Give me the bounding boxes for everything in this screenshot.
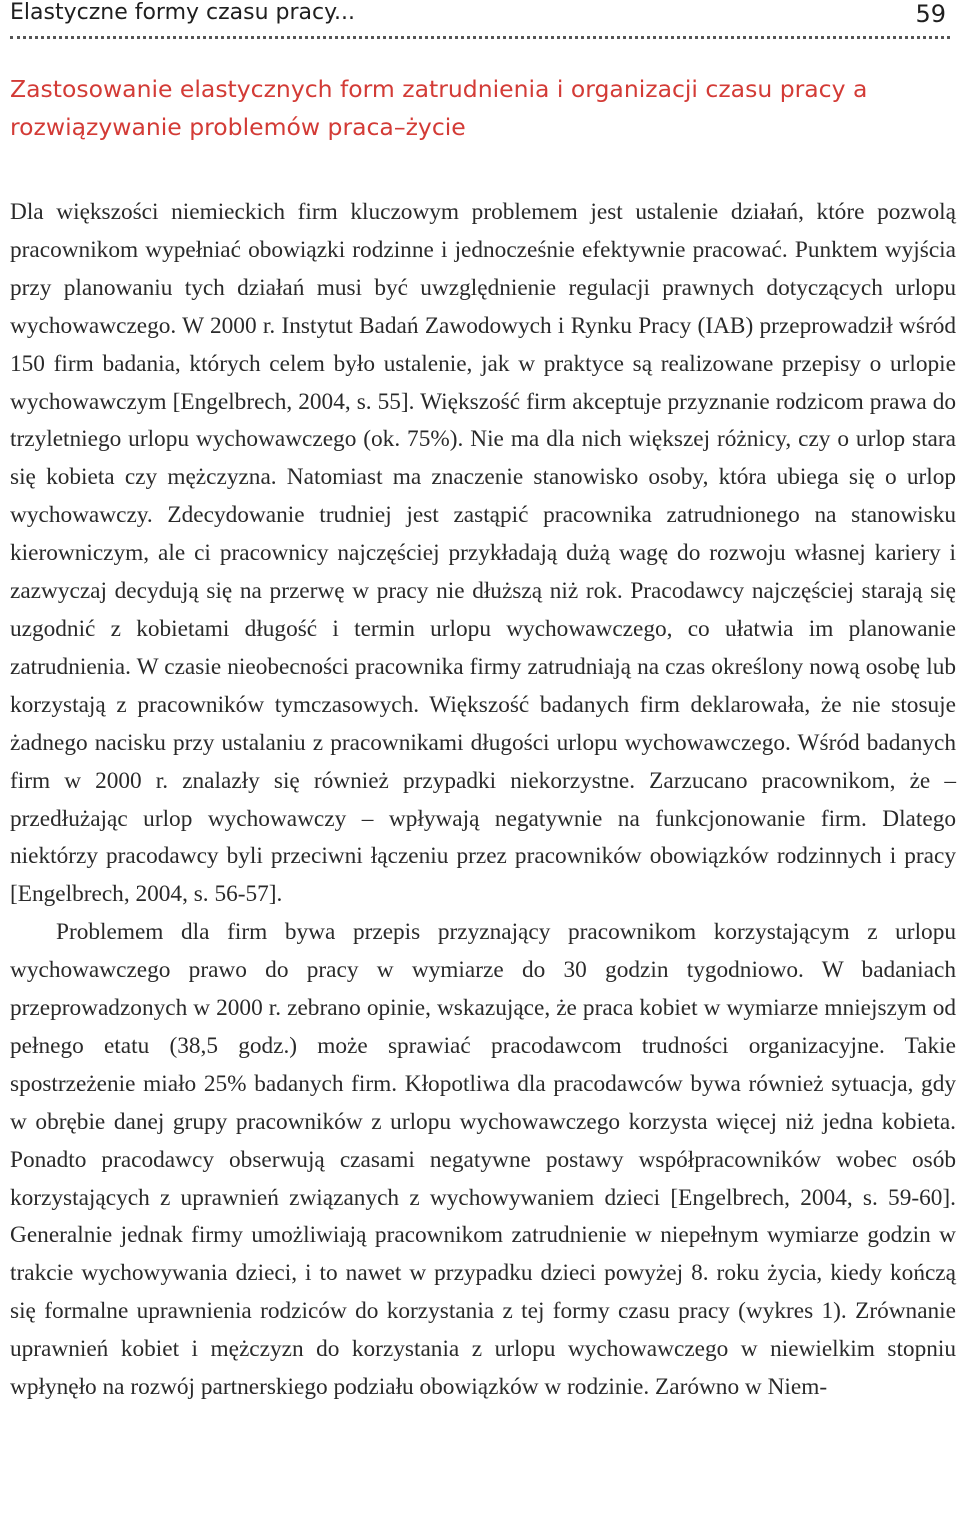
page-number: 59: [915, 0, 946, 28]
running-title: Elastyczne formy czasu pracy...: [10, 0, 355, 25]
header-divider: [10, 36, 950, 39]
page-header: [10, 0, 950, 32]
paragraph-1: Dla większości niemieckich firm kluczowym problemem jest ustalenie działań, które pozwolą pracownikom wypełniać obowiązki rodzinne i jednocześnie efektywnie pracować. Punktem wyjścia przy planowaniu tych działań musi być uwzględnienie regulacji prawnych dotyczących urlopu wychowawczego. W 2000 r. Instytut Badań Zawodowych i Rynku Pracy (IAB) przeprowadził wśród 150 firm badania, których celem było ustalenie, jak w praktyce są realizowane przepisy o urlopie wychowawczym [Engelbrech, 2004, s. 55]. Większość firm akceptuje przyznanie rodzicom prawa do trzyletniego urlopu wychowawczego (ok. 75%). Nie ma dla nich większej różnicy, czy o urlop stara się kobieta czy mężczyzna. Natomiast ma znaczenie stanowisko osoby, która ubiega się o urlop wychowawczy. Zdecydowanie trudniej jest zastąpić pracownika zatrudnionego na stanowisku kierowniczym, ale ci pracownicy najczęściej przykładają dużą wagę do rozwoju własnej kariery i zazwyczaj decydują się na przerwę w pracy nie dłuższą niż rok. Pracodawcy najczęściej starają się uzgodnić z kobietami długość i termin urlopu wychowawczego, co ułatwia im planowanie zatrudnienia. W czasie nieobecności pracownika firmy zatrudniają na czas określony nową osobę lub korzystają z pracowników tymczasowych. Większość badanych firm deklarowała, że nie stosuje żadnego nacisku przy ustalaniu z pracownikami długości urlopu wychowawczego. Wśród badanych firm w 2000 r. znalazły się również przypadki niekorzystne. Zarzucano pracownikom, że – przedłużając urlop wychowawczy – wpływają negatywnie na funkcjonowanie firm. Dlatego niektórzy pracodawcy byli przeciwni łączeniu przez pracowników obowiązków rodzinnych i pracy [Engelbrech, 2004, s. 56-57].: [10, 199, 956, 908]
paragraph-2: Problemem dla firm bywa przepis przyznający pracownikom korzystającym z urlopu wychowawczego prawo do pracy w wymiarze do 30 godzin tygodniowo. W badaniach przeprowadzonych w 2000 r. zebrano opinie, wskazujące, że praca kobiet w wymiarze mniejszym od pełnego etatu (38,5 godz.) może sprawiać pracodawcom trudności organizacyjne. Takie spostrzeżenie miało 25% badanych firm. Kłopotliwa dla pracodawców bywa również sytuacja, gdy w obrębie danej grupy pracowników z urlopu wychowawczego korzysta więcej niż jedna kobieta. Ponadto pracodawcy obserwują czasami negatywne postawy współpracowników wobec osób korzystających z uprawnień związanych z wychowywaniem dzieci [Engelbrech, 2004, s. 59-60]. Generalnie jednak firmy umożliwiają pracownikom zatrudnienie w niepełnym wymiarze godzin w trakcie wychowywania dzieci, i to nawet w przypadku dzieci powyżej 8. roku życia, kiedy kończą się formalne uprawnienia rodziców do korzystania z tej formy czasu pracy (wykres 1). Zrównanie uprawnień kobiet i mężczyzn do korzystania z urlopu wychowawczego w niewielkim stopniu wpłynęło na rozwój partnerskiego podziału obowiązków w rodzinie. Zarówno w Niem-: [10, 919, 956, 1401]
section-heading: Zastosowanie elastycznych form zatrudnienia i organizacji czasu pracy a rozwiązywanie problemów praca–życie: [10, 75, 868, 141]
body-text: [10, 194, 956, 1407]
